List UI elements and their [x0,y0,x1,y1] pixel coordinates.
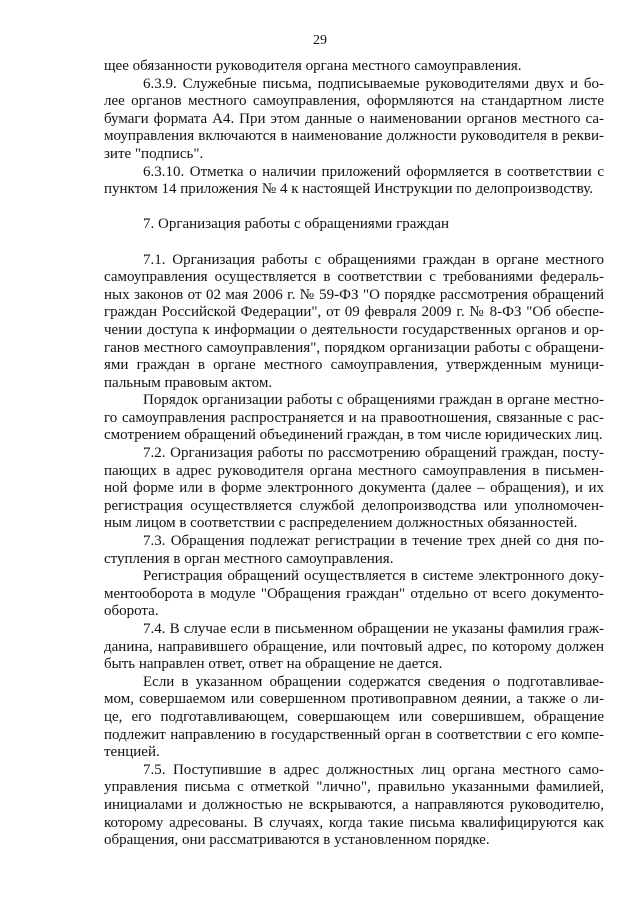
text-line: зите "подпись". [104,145,204,162]
blank-line [104,199,604,217]
text-line: обращения, они рассматриваются в установленном порядке. [104,832,490,849]
text-line: 7.4. В случае если в письменном обращении не указаны фамилия граж- [143,621,604,637]
text-line: ной форме или в форме электронного документа (далее – обращения), и их [104,480,604,497]
text-line: инициалами и должностью не вскрываются, а направляются руководителю, [104,796,604,813]
text-line: лее органов местного самоуправления, оформляются на стандартном листе [104,93,604,110]
text-line: смотрением обращений объединений граждан, в том числе юридических лиц. [104,427,603,444]
text-line: бумаги формата А4. При этом данные о наименовании органов местного са- [104,110,604,127]
paragraph [104,621,604,674]
text-line: тенцией. [104,744,160,761]
text-line: 6.3.9. Служебные письма, подписываемые руководителями двух и бо- [143,75,604,92]
text-line: данина, направившего обращение, или почтовый адрес, по которому должен [104,638,604,655]
text-line: ным лицом в соответствии с распределением должностных обязанностей. [104,515,578,532]
text-line: пающих в адрес руководителя органа местного самоуправления в письмен- [104,462,604,479]
text-line: щее обязанности руководителя органа местного самоуправления. [104,58,522,74]
text-line: ступления в орган местного самоуправления. [104,550,394,567]
text-line: пунктом 14 приложения № 4 к настоящей Инструкции по делопроизводству. [104,181,593,198]
paragraph [104,252,604,393]
text-line: оборота. [104,603,159,620]
text-line: мом, совершаемом или совершенном противоправном деянии, а также о ли- [104,691,604,708]
paragraph [104,392,604,445]
document-body [104,58,604,850]
text-line: Если в указанном обращении содержатся сведения о подготавливае- [143,673,604,690]
text-line: пальным правовым актом. [104,374,273,391]
text-line: регистрация осуществляется службой делопроизводства или уполномочен- [104,497,604,514]
text-line: которому адресованы. В случаях, когда такие письма квалифицируются как [104,814,604,831]
paragraph [104,568,604,621]
text-line: управления письма с отметкой "лично", правильно указанными фамилией, [104,779,604,796]
text-line: ных законов от 02 мая 2006 г. № 59-ФЗ "О порядке рассмотрения обращений [104,286,604,303]
section-heading-text: 7. Организация работы с обращениями граждан [143,216,450,233]
paragraph [104,164,604,199]
section-heading [104,216,604,234]
text-line: моуправления включаются в наименование должности руководителя в рекви- [104,128,604,145]
paragraph [104,674,604,762]
blank-line [104,234,604,252]
text-line: це, его подготавливающем, совершающем или совершившем, обращение [104,708,604,725]
text-line: 7.1. Организация работы с обращениями граждан в органе местного [143,251,604,268]
text-line: ганов местного самоуправления", порядком организации работы с обращени- [104,339,604,356]
paragraph [104,762,604,850]
text-line: 7.2. Организация работы по рассмотрению обращений граждан, посту- [143,445,604,462]
paragraph [104,445,604,533]
text-line: 6.3.10. Отметка о наличии приложений оформляется в соответствии с [143,163,604,180]
paragraph [104,58,604,76]
page-number: 29 [313,33,327,48]
text-line: самоуправления осуществляется в соответствии с требованиями федераль- [104,269,604,286]
text-line: Регистрация обращений осуществляется в системе электронного доку- [143,568,604,585]
text-line: подлежит направлению в государственный орган в соответствии с его компе- [104,726,604,743]
text-line: быть направлен ответ, ответ на обращение не дается. [104,656,443,673]
text-line: 7.3. Обращения подлежат регистрации в течение трех дней со дня по- [143,533,604,550]
text-line: чении доступа к информации о деятельности государственных органов и ор- [104,321,604,338]
paragraph [104,533,604,568]
text-line: ями граждан в органе местного самоуправления, утвержденным муници- [104,357,604,374]
text-line: го самоуправления распространяется и на правоотношения, связанные с рас- [104,409,604,426]
paragraph [104,76,604,164]
text-line: Порядок организации работы с обращениями граждан в органе местно- [143,392,604,409]
text-line: 7.5. Поступившие в адрес должностных лиц органа местного само- [143,761,604,778]
text-line: ментооборота в модуле "Обращения граждан" отдельно от всего документо- [104,585,604,602]
text-line: граждан Российской Федерации", от 09 февраля 2009 г. № 8-ФЗ "Об обеспе- [104,304,604,321]
